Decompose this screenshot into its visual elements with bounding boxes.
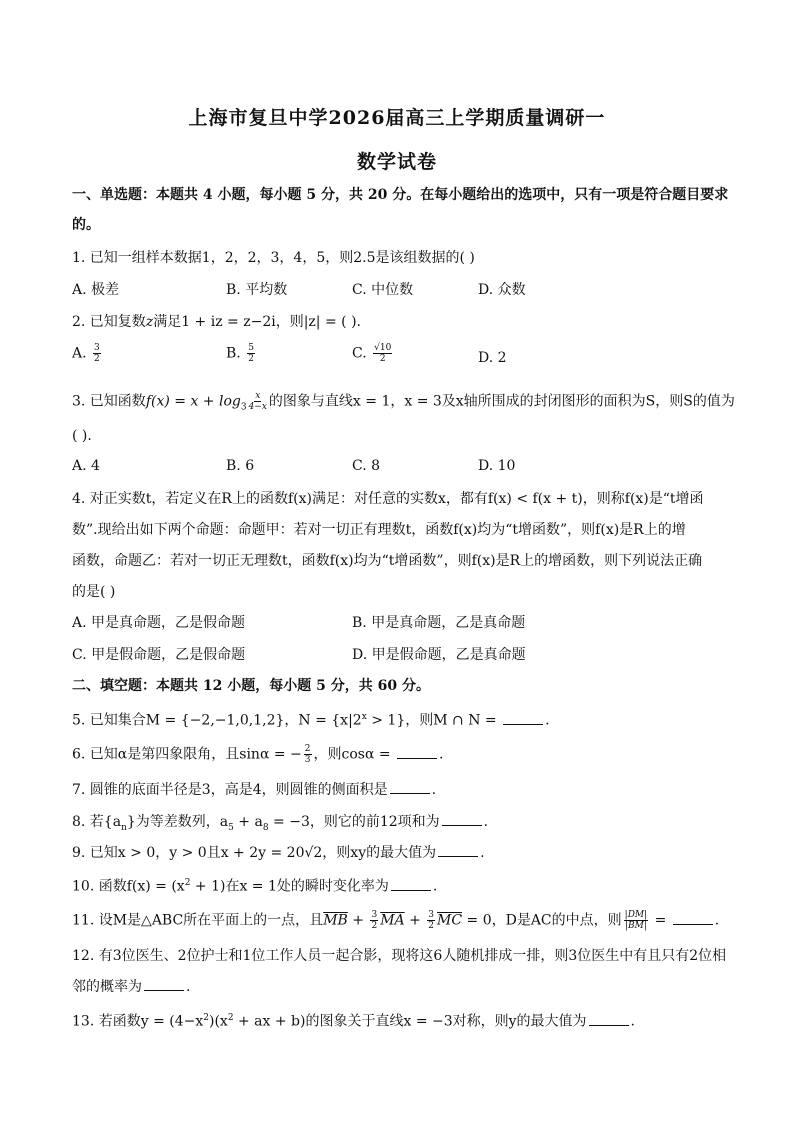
question-3-text — [72, 391, 735, 416]
question-9-text — [72, 843, 485, 862]
question-8-subscript: n — [121, 822, 127, 833]
question-5-part-b: > 1}，则M ∩ N = — [366, 712, 502, 729]
question-3-text-end: ( ). — [72, 428, 92, 444]
question-1-option-c: C. 中位数 — [352, 282, 414, 298]
question-1-option-a: A. 极差 — [72, 282, 120, 298]
answer-blank[interactable] — [442, 812, 482, 826]
question-7-text — [72, 780, 436, 799]
answer-blank[interactable] — [144, 977, 184, 991]
question-2-option-a-fraction — [93, 343, 101, 364]
question-10-part-a: 10. 函数f(x) = (x — [72, 878, 185, 895]
question-13-exponent: 2 — [227, 1013, 234, 1023]
question-2-option-c-fraction — [373, 343, 392, 364]
question-2-option-a — [72, 343, 103, 364]
plus-sign: + — [404, 912, 426, 929]
question-3-fraction — [249, 391, 267, 412]
question-2-option-c — [352, 343, 394, 364]
question-4-option-c: C. 甲是假命题，乙是假命题 — [72, 647, 246, 663]
question-2-text — [72, 313, 361, 331]
question-3-option-c: C. 8 — [352, 458, 381, 474]
question-3-option-b: B. 6 — [226, 458, 255, 474]
fraction-denominator: 2 — [371, 921, 378, 931]
question-6-text — [72, 744, 444, 765]
question-1-option-d: D. 众数 — [478, 282, 526, 298]
question-7-end: . — [431, 782, 437, 798]
fraction-numerator: 3 — [428, 910, 435, 920]
question-1-option-b: B. 平均数 — [226, 282, 288, 298]
plus-sign: + — [347, 912, 369, 929]
question-8-subscript: 5 — [228, 822, 234, 833]
question-8-text — [72, 812, 488, 837]
question-7-part-a: 7. 圆锥的底面半径是3，高是4，则圆锥的侧面积是 — [72, 782, 388, 798]
question-8-subscript: 8 — [262, 822, 269, 833]
question-6-part-a: 6. 已知α是第四象限角，且sinα = − — [72, 746, 302, 763]
question-13-part-a: 13. 若函数y = (4−x — [72, 1013, 204, 1030]
question-11-equals: = — [650, 912, 671, 929]
question-2-option-b-fraction — [247, 343, 255, 364]
question-10-exponent: 2 — [184, 878, 191, 888]
question-2-option-c-label: C. — [352, 345, 367, 362]
answer-blank[interactable] — [391, 877, 431, 891]
answer-blank[interactable] — [589, 1012, 629, 1026]
question-8-part-a: 8. 若{a — [72, 814, 122, 830]
question-11-fraction-1 — [370, 910, 378, 931]
section2-heading: 二、填空题：本题共 12 小题，每小题 5 分，共 60 分。 — [72, 678, 430, 694]
question-13-part-b: )(x — [208, 1013, 228, 1030]
question-6-fraction — [304, 744, 312, 765]
question-12-end: . — [186, 979, 191, 995]
question-2-prefix: 2. 已知复数 — [72, 314, 146, 330]
question-11-end: . — [714, 912, 720, 929]
question-12-line1: 12. 有3位医生、2位护士和1位工作人员一起合影，现将这6人随机排成一排，则3位医生中有且只有2位相 — [72, 948, 727, 964]
question-10-end: . — [432, 878, 438, 895]
question-11-part-a: 11. 设M是△ABC所在平面上的一点，且 — [72, 912, 324, 929]
fraction-numerator: x — [255, 391, 261, 401]
fraction-numerator: 2 — [304, 744, 311, 754]
question-3-option-a: A. 4 — [72, 458, 100, 474]
question-4-line2: 数”.现给出如下两个命题：命题甲：若对一切正有理数t，函数f(x)均为“t增函数”，则f(x)是R上的增 — [72, 522, 686, 538]
question-3-log-base: 3 — [240, 402, 247, 413]
question-11-part-b: = 0，D是AC的中点，则 — [462, 912, 622, 929]
fraction-denominator: 4−x — [248, 402, 267, 412]
fraction-denominator: 2 — [428, 921, 435, 931]
question-2-var: z — [145, 314, 154, 330]
vector-ma: $\overline{MA}$ — [380, 912, 405, 929]
vector-mb: $\overline{MB}$ — [323, 912, 348, 929]
fraction-numerator: 3 — [94, 343, 100, 353]
question-12-line2 — [72, 977, 190, 996]
question-1-text: 1. 已知一组样本数据1，2，2，3，4，5，则2.5是该组数据的( ) — [72, 250, 475, 266]
fraction-denominator: 2 — [379, 354, 386, 364]
fraction-numerator: |DM| — [624, 910, 648, 920]
section1-heading-line2: 的。 — [72, 217, 100, 233]
question-12-part-a: 邻的概率为 — [72, 979, 142, 995]
question-9-end: . — [480, 845, 485, 861]
fraction-denominator: |BM| — [624, 921, 647, 931]
question-10-text — [72, 874, 437, 896]
question-4-option-b: B. 甲是真命题，乙是真命题 — [352, 615, 526, 631]
question-2-option-b-label: B. — [226, 345, 241, 362]
question-2-suffix: 满足1 + iz = z−2i，则|z| = ( ). — [153, 314, 361, 330]
question-5-text — [72, 708, 550, 730]
question-8-part-c: + a — [233, 814, 263, 830]
answer-blank[interactable] — [438, 843, 478, 857]
question-3-suffix: 的图象与直线x = 1，x = 3及x轴所围成的封闭图形的面积为S，则S的值为 — [268, 393, 735, 410]
question-6-part-b: ，则cosα = — [313, 746, 396, 763]
question-3-prefix: 3. 已知函数 — [72, 393, 146, 410]
question-10-part-b: + 1)在x = 1处的瞬时变化率为 — [190, 878, 389, 895]
question-3-option-d: D. 10 — [478, 458, 516, 474]
question-8-part-b: }为等差数列，a — [126, 814, 229, 830]
question-4-option-d: D. 甲是假命题，乙是真命题 — [352, 647, 526, 663]
vector-mc: $\overline{MC}$ — [437, 912, 463, 929]
question-11-text — [72, 910, 719, 931]
question-13-part-c: + ax + b)的图象关于直线x = −3对称，则y的最大值为 — [233, 1013, 587, 1030]
exam-title: 上海市复旦中学2026届高三上学期质量调研一 — [188, 107, 606, 129]
answer-blank[interactable] — [503, 711, 543, 725]
fraction-numerator: 5 — [248, 343, 254, 353]
question-11-ratio — [624, 910, 649, 931]
question-5-part-a: 5. 已知集合M = {−2,−1,0,1,2}，N = {x|2 — [72, 712, 362, 729]
question-4-option-a: A. 甲是真命题，乙是假命题 — [72, 615, 246, 631]
exam-subtitle: 数学试卷 — [356, 151, 437, 173]
question-11-fraction-2 — [427, 910, 435, 931]
question-13-exponent: 2 — [203, 1013, 209, 1023]
fraction-numerator: 3 — [371, 910, 378, 920]
question-13-text — [72, 1009, 635, 1031]
fraction-numerator: √10 — [374, 343, 392, 353]
question-4-line4: 的是( ) — [72, 584, 116, 600]
question-4-line1: 4. 对正实数t，若定义在R上的函数f(x)满足：对任意的实数x，都有f(x) < f(x + t)，则称f(x)是“t增函 — [72, 491, 704, 507]
question-8-end: . — [483, 814, 489, 830]
question-4-line3: 函数，命题乙：若对一切正无理数t，函数f(x)均为“t增函数”，则f(x)是R上的增函数，则下列说法正确 — [72, 553, 703, 569]
question-2-option-d: D. 2 — [478, 350, 507, 366]
answer-blank[interactable] — [397, 745, 437, 759]
fraction-denominator: 2 — [94, 354, 100, 364]
answer-blank[interactable] — [673, 911, 713, 925]
question-13-end: . — [630, 1013, 635, 1030]
answer-blank[interactable] — [390, 780, 430, 794]
section1-heading-line1: 一、单选题：本题共 4 小题，每小题 5 分，共 20 分。在每小题给出的选项中，只有一项是符合题目要求 — [72, 187, 729, 203]
question-9-part-a: 9. 已知x > 0，y > 0且x + 2y = 20√2，则xy的最大值为 — [72, 845, 437, 861]
question-5-end: . — [545, 712, 550, 729]
fraction-denominator: 2 — [248, 354, 254, 364]
question-8-part-d: = −3，则它的前12项和为 — [268, 814, 440, 830]
question-6-end: . — [439, 746, 444, 763]
question-3-function: f(x) = x + log — [145, 393, 241, 410]
question-2-option-a-label: A. — [72, 345, 87, 362]
fraction-denominator: 3 — [304, 755, 311, 765]
question-5-exponent: x — [361, 712, 367, 722]
question-2-option-b — [226, 343, 257, 364]
